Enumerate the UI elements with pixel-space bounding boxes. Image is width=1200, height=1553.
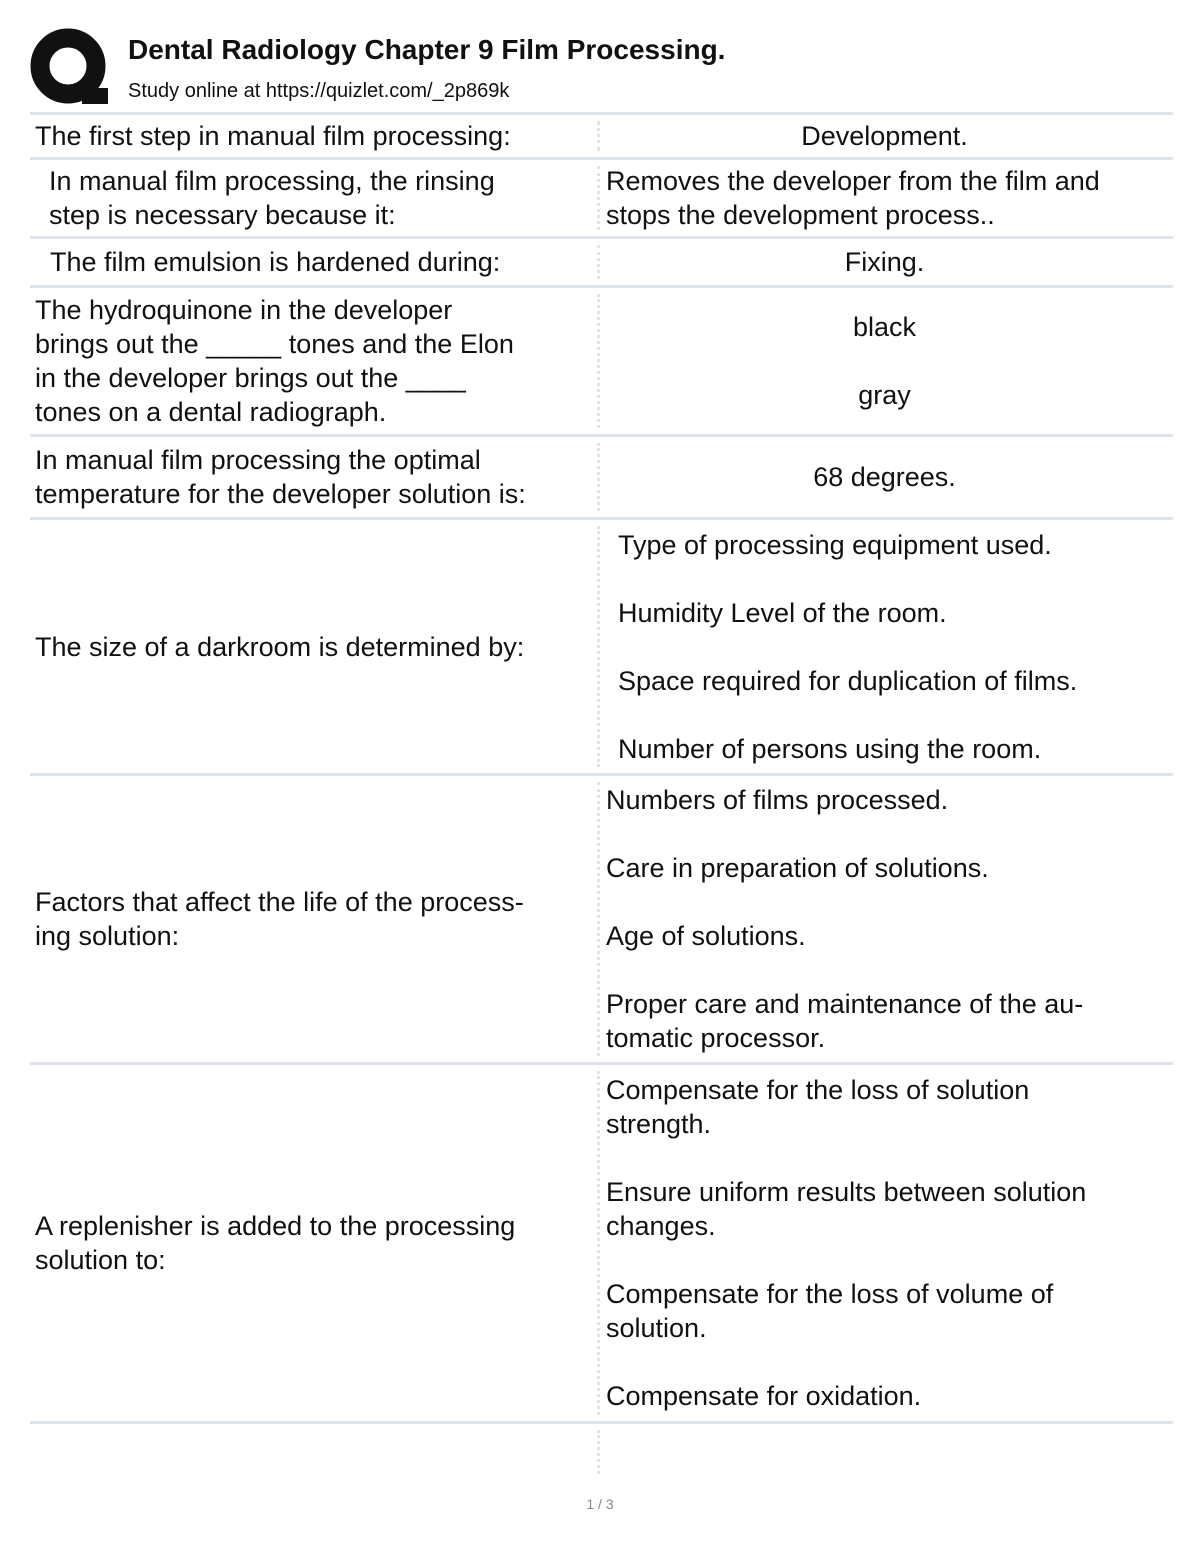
term-text: The film emulsion is hardened during: xyxy=(50,247,501,277)
table-row xyxy=(30,437,1173,517)
definition-cell xyxy=(600,239,1173,285)
term-cell xyxy=(30,115,597,157)
term-cell xyxy=(30,288,597,434)
table-row xyxy=(30,288,1173,434)
definition-cell xyxy=(600,115,1173,157)
quizlet-q-logo-icon xyxy=(30,28,110,108)
table-row xyxy=(30,160,1173,236)
definition-cell xyxy=(600,520,1173,773)
definition-text: Type of processing equipment used. xyxy=(618,529,1052,560)
definition-cell xyxy=(600,288,1173,434)
definition-text: gray xyxy=(858,380,911,410)
flashcard-table xyxy=(30,112,1173,1480)
term-text: Factors that affect the life of the process- ing solution: xyxy=(35,887,524,951)
definition-text: Ensure uniform results between solution changes. xyxy=(606,1177,1087,1241)
term-text: In manual film processing, the rinsing step is necessary because it: xyxy=(49,166,495,230)
definition-text: Age of solutions. xyxy=(606,921,806,951)
definition-text: 68 degrees. xyxy=(813,462,956,492)
definition-text: black xyxy=(852,312,917,342)
term-text: A replenisher is added to the processing solution to: xyxy=(35,1211,516,1275)
term-text: The first step in manual film processing: xyxy=(35,121,511,151)
term-cell xyxy=(30,160,597,236)
page-number: 1 / 3 xyxy=(586,1496,614,1512)
definition-cell xyxy=(600,437,1173,517)
definition-text: Numbers of films processed. xyxy=(606,785,949,815)
term-cell xyxy=(30,776,597,1062)
page-header xyxy=(30,28,1170,108)
term-text: The hydroquinone in the developer brings out the _____ tones and the Elon in the developer brings out the ____ tones on a dental radiograph. xyxy=(35,295,514,427)
definition-text: Removes the developer from the film and stops the development process.. xyxy=(606,166,1100,230)
definition-text: Fixing. xyxy=(844,247,925,277)
term-cell xyxy=(30,1424,597,1480)
definition-text: Space required for duplication of films. xyxy=(618,665,1078,696)
study-online-link[interactable]: Study online at https://quizlet.com/_2p869k xyxy=(128,80,510,102)
term-text: In manual film processing the optimal temperature for the developer solution is: xyxy=(35,445,526,509)
definition-cell xyxy=(600,160,1173,236)
table-row-empty xyxy=(30,1424,1173,1480)
definition-text: Humidity Level of the room. xyxy=(618,597,947,628)
definition-text: Compensate for the loss of solution strength. xyxy=(606,1075,1030,1139)
table-row xyxy=(30,520,1173,773)
definition-text: Care in preparation of solutions. xyxy=(606,853,989,883)
document-title: Dental Radiology Chapter 9 Film Processing. xyxy=(128,34,726,65)
table-row xyxy=(30,776,1173,1062)
table-row xyxy=(30,115,1173,157)
definition-cell xyxy=(600,1424,1173,1480)
term-text: The size of a darkroom is determined by: xyxy=(35,631,525,662)
term-cell xyxy=(30,520,597,773)
table-row xyxy=(30,1065,1173,1421)
table-row xyxy=(30,239,1173,285)
definition-text: Number of persons using the room. xyxy=(618,733,1042,764)
definition-text: Compensate for oxidation. xyxy=(606,1381,922,1411)
term-cell xyxy=(30,1065,597,1421)
term-cell xyxy=(30,239,597,285)
definition-text: Development. xyxy=(801,121,968,151)
definition-cell xyxy=(600,1065,1173,1421)
definition-cell xyxy=(600,776,1173,1062)
definition-text: Proper care and maintenance of the au- tomatic processor. xyxy=(606,989,1084,1053)
definition-text: Compensate for the loss of volume of solution. xyxy=(606,1279,1054,1343)
term-cell xyxy=(30,437,597,517)
